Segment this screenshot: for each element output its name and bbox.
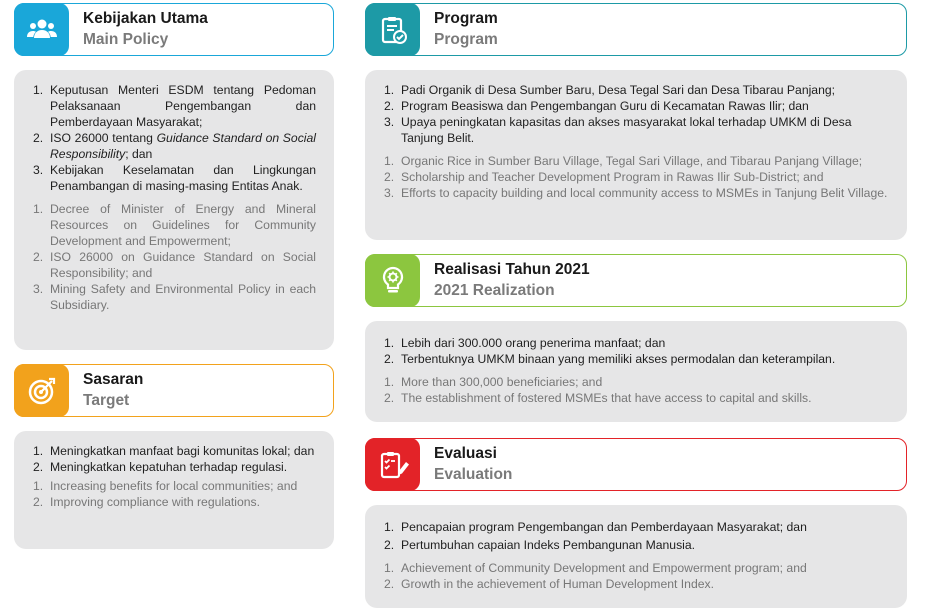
list-item: 2. Program Beasiswa dan Pengembangan Guru di Kecamatan Rawas Ilir; dan xyxy=(384,99,809,113)
program-panel xyxy=(365,70,907,240)
list-item: 3. Kebijakan Keselamatan dan Lingkungan Penambangan di masing-masing Entitas Anak. xyxy=(33,163,316,193)
checklist-pencil-icon xyxy=(377,449,409,481)
main-policy-header xyxy=(14,3,334,56)
target-icon-box xyxy=(14,364,69,417)
program-header xyxy=(365,3,907,56)
program-id-list xyxy=(384,82,889,146)
main-policy-title: Kebijakan Utama xyxy=(83,10,208,27)
program-subtitle: Program xyxy=(434,31,498,48)
evaluation-en-list xyxy=(384,560,889,592)
target-icon xyxy=(26,375,58,407)
lightbulb-gear-icon xyxy=(377,265,409,297)
evaluation-title: Evaluasi xyxy=(434,445,497,462)
realization-header xyxy=(365,254,907,307)
list-item: 1. Lebih dari 300.000 orang penerima manfaat; dan xyxy=(384,336,666,350)
list-item: 1. Pencapaian program Pengembangan dan Pemberdayaan Masyarakat; dan xyxy=(384,520,807,534)
main-policy-en-list xyxy=(33,201,316,313)
list-item: 2. ISO 26000 on Guidance Standard on Social Responsibility; and xyxy=(33,250,316,280)
list-item: 1. Achievement of Community Development and Empowerment program; and xyxy=(384,561,807,575)
main-policy-panel xyxy=(14,70,334,350)
list-item: 1. Padi Organik di Desa Sumber Baru, Desa Tegal Sari dan Desa Tibarau Panjang; xyxy=(384,83,836,97)
list-item: 2. Growth in the achievement of Human Development Index. xyxy=(384,577,714,591)
list-item: 1. Keputusan Menteri ESDM tentang Pedoman Pelaksanaan Pengembangan dan Pemberdayaan Masyarakat; xyxy=(33,83,316,129)
list-item: 1. Increasing benefits for local communities; and xyxy=(33,479,298,493)
target-id-list xyxy=(33,443,316,475)
list-item: 3. Mining Safety and Environmental Policy in each Subsidiary. xyxy=(33,282,316,312)
list-item: 3. Efforts to capacity building and local community access to MSMEs in Tanjung Belit Village. xyxy=(384,186,888,200)
program-icon-box xyxy=(365,3,420,56)
evaluation-icon-box xyxy=(365,438,420,491)
list-item: 1. Decree of Minister of Energy and Mineral Resources on Guidelines for Community Development and Empowerment; xyxy=(33,202,316,248)
target-en-list xyxy=(33,478,316,510)
realization-icon-box xyxy=(365,254,420,307)
target-subtitle: Target xyxy=(83,392,130,409)
program-title: Program xyxy=(434,10,498,27)
realization-title: Realisasi Tahun 2021 xyxy=(434,261,590,278)
list-item: 1. Organic Rice in Sumber Baru Village, Tegal Sari Village, and Tibarau Panjang Village; xyxy=(384,154,863,168)
main-policy-id-list xyxy=(33,82,316,194)
realization-panel xyxy=(365,321,907,422)
target-panel xyxy=(14,431,334,549)
list-item: 1. More than 300,000 beneficiaries; and xyxy=(384,375,603,389)
main-policy-subtitle: Main Policy xyxy=(83,31,169,48)
realization-en-list xyxy=(384,374,889,406)
people-icon xyxy=(26,14,58,46)
evaluation-subtitle: Evaluation xyxy=(434,466,513,483)
list-item: 1. Meningkatkan manfaat bagi komunitas lokal; dan xyxy=(33,444,315,458)
evaluation-id-list xyxy=(384,519,889,553)
list-item: 2. Terbentuknya UMKM binaan yang memiliki akses permodalan dan keterampilan. xyxy=(384,352,836,366)
list-item: 2. Pertumbuhan capaian Indeks Pembangunan Manusia. xyxy=(384,538,696,552)
evaluation-header xyxy=(365,438,907,491)
list-item: 2. Meningkatkan kepatuhan terhadap regulasi. xyxy=(33,460,288,474)
list-item: 2. ISO 26000 tentang Guidance Standard on Social Responsibility; dan xyxy=(33,131,316,161)
list-item: 2. Improving compliance with regulations. xyxy=(33,495,260,509)
realization-subtitle: 2021 Realization xyxy=(434,282,555,299)
list-item: 2. Scholarship and Teacher Development Program in Rawas Ilir Sub-District; and xyxy=(384,170,824,184)
clipboard-check-icon xyxy=(377,14,409,46)
main-policy-icon-box xyxy=(14,3,69,56)
realization-id-list xyxy=(384,335,889,367)
target-header xyxy=(14,364,334,417)
target-title: Sasaran xyxy=(83,371,144,388)
evaluation-panel xyxy=(365,505,907,608)
list-item: 2. The establishment of fostered MSMEs that have access to capital and skills. xyxy=(384,391,812,405)
program-en-list xyxy=(384,153,889,201)
list-item: 3. Upaya peningkatan kapasitas dan akses masyarakat lokal terhadap UMKM di Desa Tanjung Belit. xyxy=(384,115,852,145)
